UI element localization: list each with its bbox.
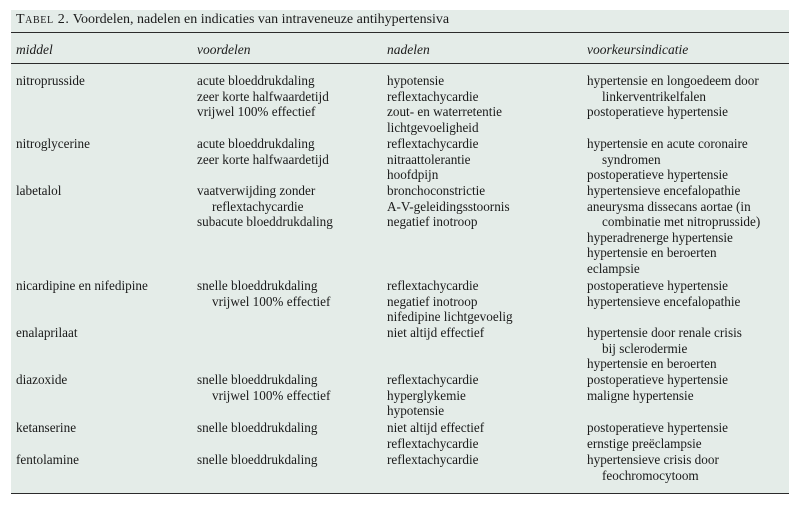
nadeel-line: hyperglykemie [387, 387, 466, 403]
voordeel-line: zeer korte halfwaardetijd [197, 151, 329, 167]
indicatie-line: postoperatieve hypertensie [587, 372, 728, 387]
voordelen-nicardipine [197, 278, 330, 309]
indicatie-line: postoperatieve hypertensie [587, 420, 728, 435]
middel-fentolamine: fentolamine [16, 452, 79, 467]
header-middel: middel [16, 42, 53, 57]
indicatie-ketanserine [587, 420, 728, 451]
nadeel-line: nitraattolerantie [387, 151, 471, 167]
indicatie-diazoxide [587, 372, 728, 403]
nadeel-line: lichtgevoeligheid [387, 119, 479, 135]
indicatie-labetalol [587, 183, 760, 276]
indicatie-line: postoperatieve hypertensie [587, 278, 728, 293]
nadeel-line: hoofdpijn [387, 167, 439, 182]
indicatie-enalaprilaat [587, 325, 742, 372]
caption-title: Voordelen, nadelen en indicaties van intraveneuze antihypertensiva [72, 12, 450, 27]
voordeel-line: snelle bloeddrukdaling [197, 372, 318, 387]
indicatie-line: hypertensieve crisis door [587, 452, 719, 467]
middel-nitroglycerine: nitroglycerine [16, 136, 90, 151]
nadeel-line: reflextachycardie [387, 136, 479, 151]
indicatie-line: feochromocytoom [602, 467, 699, 483]
indicatie-line: aneurysma dissecans aortae (in [587, 198, 751, 214]
middel-nicardipine-nifedipine: nicardipine en nifedipine [16, 278, 148, 293]
indicatie-line: maligne hypertensie [587, 387, 694, 403]
voordeel-line: acute bloeddrukdaling [197, 136, 315, 151]
nadeel-line: reflextachycardie [387, 452, 479, 467]
nadeel-line: reflextachycardie [387, 88, 479, 104]
nadelen-nitroglycerine [387, 136, 479, 183]
nadeel-line: niet altijd effectief [387, 420, 485, 435]
nadeel-line: negatief inotroop [387, 214, 478, 229]
indicatie-line: eclampsie [587, 260, 640, 276]
indicatie-line: ernstige preëclampsie [587, 435, 702, 451]
nadeel-line: hypotensie [387, 73, 445, 88]
indicatie-nitroprusside [587, 73, 759, 120]
indicatie-line: hypertensieve encefalopathie [587, 183, 741, 198]
voordelen-nitroprusside [197, 73, 329, 120]
header-voorkeursindicatie: voorkeursindicatie [587, 42, 689, 57]
voordelen-fentolamine [197, 452, 318, 468]
voordeel-line: vrijwel 100% effectief [212, 293, 331, 309]
middel-labetalol: labetalol [16, 183, 62, 198]
voordeel-line: vrijwel 100% effectief [197, 104, 316, 119]
caption-label: Tabel 2. [16, 12, 70, 27]
nadelen-fentolamine [387, 452, 479, 468]
indicatie-line: hypertensieve encefalopathie [587, 293, 741, 309]
indicatie-line: hypertensie en beroerten [587, 245, 717, 260]
voordeel-line: snelle bloeddrukdaling [197, 420, 318, 435]
voordeel-line: snelle bloeddrukdaling [197, 452, 318, 467]
indicatie-nicardipine [587, 278, 740, 309]
nadelen-ketanserine [387, 420, 484, 451]
indicatie-line: hypertensie en beroerten [587, 356, 717, 371]
table-frame [11, 10, 789, 494]
indicatie-line: postoperatieve hypertensie [587, 104, 728, 119]
indicatie-fentolamine [587, 452, 719, 483]
voordelen-diazoxide [197, 372, 330, 403]
indicatie-line: hypertensie door renale crisis [587, 325, 742, 340]
middel-diazoxide: diazoxide [16, 372, 68, 387]
table-caption [16, 11, 449, 29]
nadeel-line: reflextachycardie [387, 372, 479, 387]
header-nadelen: nadelen [387, 42, 430, 57]
indicatie-line: linkerventrikelfalen [602, 88, 706, 104]
nadeel-line: A-V-geleidingsstoornis [387, 198, 510, 214]
indicatie-nitroglycerine [587, 136, 748, 183]
nadeel-line: reflextachycardie [387, 278, 479, 293]
indicatie-line: hyperadrenerge hypertensie [587, 229, 733, 245]
nadelen-enalaprilaat [387, 325, 484, 341]
voordelen-labetalol [197, 183, 333, 230]
indicatie-line: postoperatieve hypertensie [587, 167, 728, 182]
voordeel-line: subacute bloeddrukdaling [197, 214, 333, 229]
middel-enalaprilaat: enalaprilaat [16, 325, 78, 340]
nadelen-diazoxide [387, 372, 479, 419]
middel-nitroprusside: nitroprusside [16, 73, 85, 88]
nadeel-line: zout- en waterretentie [387, 104, 502, 119]
voordeel-line: vaatverwijding zonder [197, 183, 316, 198]
nadeel-line: bronchoconstrictie [387, 183, 486, 198]
voordeel-line: reflextachycardie [212, 198, 304, 214]
voordelen-nitroglycerine [197, 136, 329, 167]
voordeel-line: zeer korte halfwaardetijd [197, 88, 329, 104]
voordeel-line: vrijwel 100% effectief [212, 387, 331, 403]
nadeel-line: hypotensie [387, 403, 445, 418]
middel-ketanserine: ketanserine [16, 420, 77, 435]
header-voordelen: voordelen [197, 42, 251, 57]
nadeel-line: niet altijd effectief [387, 325, 485, 340]
nadelen-labetalol [387, 183, 510, 230]
voordeel-line: snelle bloeddrukdaling [197, 278, 318, 293]
top-rule [11, 32, 789, 33]
nadeel-line: reflextachycardie [387, 435, 479, 451]
voordelen-ketanserine [197, 420, 318, 436]
nadelen-nitroprusside [387, 73, 502, 135]
indicatie-line: combinatie met nitroprusside) [602, 214, 761, 229]
indicatie-line: hypertensie en longoedeem door [587, 73, 759, 88]
nadeel-line: negatief inotroop [387, 293, 478, 309]
nadelen-nicardipine [387, 278, 513, 325]
indicatie-line: hypertensie en acute coronaire [587, 136, 748, 151]
bottom-rule [11, 493, 789, 494]
voordeel-line: acute bloeddrukdaling [197, 73, 315, 88]
indicatie-line: syndromen [602, 151, 661, 167]
header-rule [11, 63, 789, 64]
indicatie-line: bij sclerodermie [602, 340, 688, 356]
nadeel-line: nifedipine lichtgevoelig [387, 309, 513, 324]
